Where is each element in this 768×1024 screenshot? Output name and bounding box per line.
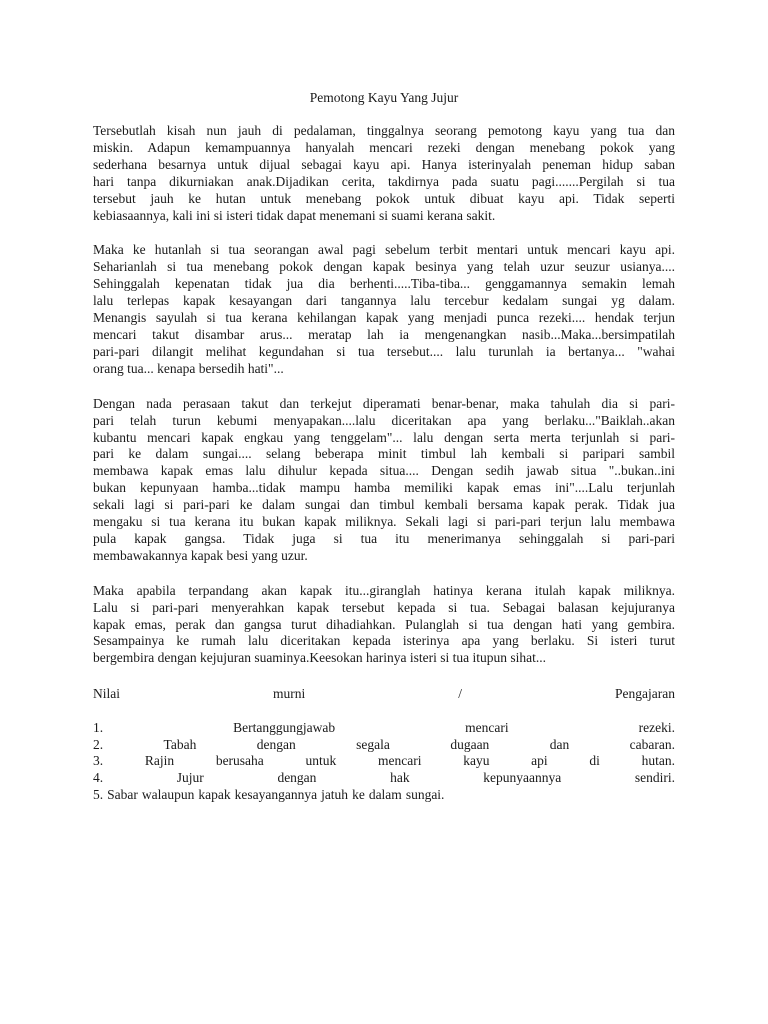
story-paragraph bbox=[93, 242, 675, 377]
paragraph-line: Menangis sayulah si tua kerana kehilangan kapak yang menjadi punca rezeki.... hendak terjun bbox=[93, 310, 675, 326]
moral-value-word: sungai. bbox=[405, 786, 445, 802]
moral-value-word: dan bbox=[549, 736, 570, 752]
moral-heading-word: murni bbox=[273, 686, 306, 702]
moral-value-word: api bbox=[531, 753, 548, 769]
paragraph-line: pari ke dalam sungai.... selang beberapa minit timbul lah kembali si paripari sambil bbox=[93, 446, 675, 462]
moral-value-word: 5. bbox=[93, 786, 104, 802]
moral-value-word: di bbox=[589, 753, 600, 769]
moral-value-item bbox=[93, 720, 675, 737]
story-paragraph bbox=[93, 583, 675, 668]
paragraph-line: orang tua... kenapa bersedih hati"... bbox=[93, 360, 284, 376]
moral-value-word: 4. bbox=[93, 770, 104, 786]
paragraph-line: Lalu si pari-pari menyerahkan kapak tersebut kepada si tua. Sebagai balasan kejujuranya bbox=[93, 599, 675, 615]
moral-value-word: sendiri. bbox=[634, 770, 675, 786]
paragraph-line: kubantu mencari kapak engkau yang tenggelam"... lalu dengan serta merta terjunlah si pari- bbox=[93, 429, 675, 445]
moral-value-word: Jujur bbox=[176, 770, 204, 786]
moral-value-word: untuk bbox=[305, 753, 337, 769]
paragraph-line: bukan kepunyaan hamba...tidak mampu hamba memiliki kapak emas ini"....Lalu terjunlah bbox=[93, 480, 675, 496]
moral-value-word: Rajin bbox=[144, 753, 175, 769]
paragraph-line: miskin. Adapun kemampuannya hanyalah mencari rezeki dengan menebang pokok yang bbox=[93, 139, 675, 155]
moral-value-word: jatuh bbox=[321, 786, 349, 802]
paragraph-line: Sesampainya ke rumah lalu diceritakan kepada isterinya apa yang berlaku. Si isteri turut bbox=[93, 633, 675, 649]
paragraph-line: membawa kapak emas lalu dihulur kepada situa.... Dengan sedih jawab situa "..bukan..ini bbox=[93, 463, 675, 479]
moral-value-word: kapak bbox=[198, 786, 231, 802]
moral-heading-word: Pengajaran bbox=[615, 686, 675, 702]
moral-value-word: hutan. bbox=[641, 753, 675, 769]
paragraph-line: sekali lagi si pari-pari ke dalam sungai dan timbul kembali bersama kapak perak. Tidak jua bbox=[93, 497, 675, 513]
moral-heading-word: Nilai bbox=[93, 686, 120, 702]
moral-value-word: berusaha bbox=[215, 753, 264, 769]
paragraph-line: mencari takut disambar arus... meratap lah ia mengenangkan nasib...Maka...bersimpatilah bbox=[93, 326, 675, 342]
moral-value-item bbox=[93, 770, 675, 787]
paragraph-line: pula kapak gangsa. Tidak juga si tua itu menerimanya sehinggalah si pari-pari bbox=[93, 530, 675, 546]
moral-value-word: ke bbox=[352, 786, 365, 802]
paragraph-line: bergembira dengan kejujuran suaminya.Keesokan harinya isteri si tua itupun sihat... bbox=[93, 650, 547, 666]
story-paragraph bbox=[93, 123, 675, 224]
moral-value-word: mencari bbox=[465, 720, 509, 736]
moral-value-word: dengan bbox=[277, 770, 317, 786]
paragraph-line: sederhana besarnya untuk dijual sebagai kayu api. Hanya isterinyalah peneman hidup saban bbox=[93, 156, 675, 172]
document-page bbox=[93, 89, 675, 803]
paragraph-line: lalu terlepas kapak kesayangan dari tangannya lalu tercebur kedalam sungai yg dalam. bbox=[93, 293, 675, 309]
moral-value-word: cabaran. bbox=[629, 736, 675, 752]
paragraph-line: kapak emas, perak dan gangsa turut dihadiahkan. Pulanglah si tua dengan hati yang gembira. bbox=[93, 616, 675, 632]
paragraph-line: Sehinggalah kepenatan tidak jua dia berhenti.....Tiba-tiba... genggamannya semakin lemah bbox=[93, 276, 675, 292]
moral-value-word: hak bbox=[390, 770, 410, 786]
moral-value-word: dengan bbox=[256, 736, 296, 752]
moral-value-word: 2. bbox=[93, 736, 104, 752]
moral-value-word: segala bbox=[356, 736, 390, 752]
paragraph-line: Maka ke hutanlah si tua seorangan awal pagi sebelum terbit mentari untuk mencari kayu api. bbox=[93, 242, 675, 258]
paragraph-line: Seharianlah si tua menebang pokok dengan kapak besinya yang telah uzur seuzur usianya.... bbox=[93, 259, 675, 275]
moral-value-word: kayu bbox=[463, 753, 490, 769]
moral-value-word: mencari bbox=[378, 753, 422, 769]
paragraph-line: membawakannya kapak besi yang uzur. bbox=[93, 547, 308, 563]
story-paragraph bbox=[93, 396, 675, 565]
paragraph-line: tersebut jauh ke hutan untuk menebang pokok untuk dibuat kayu api. Tidak seperti bbox=[93, 190, 675, 206]
moral-value-word: walaupun bbox=[141, 786, 195, 802]
moral-value-word: kepunyaannya bbox=[483, 770, 562, 786]
moral-value-word: Tabah bbox=[163, 736, 197, 752]
moral-value-item bbox=[93, 787, 675, 804]
moral-value-word: 1. bbox=[93, 720, 104, 736]
moral-value-word: kesayangannya bbox=[234, 786, 318, 802]
moral-value-item bbox=[93, 753, 675, 770]
paragraph-line: mengaku si tua kerana itu bukan kapak miliknya. Sekali lagi si pari-pari terjun lalu membawa bbox=[93, 514, 675, 530]
moral-value-word: 3. bbox=[93, 753, 104, 769]
moral-value-word: dugaan bbox=[450, 736, 490, 752]
moral-values-heading bbox=[93, 685, 675, 702]
paragraph-line: kebiasaannya, kali ini si isteri tidak dapat menemani si suami kerana sakit. bbox=[93, 207, 496, 223]
moral-values-list bbox=[93, 720, 675, 803]
paragraph-line: Tersebutlah kisah nun jauh di pedalaman, tinggalnya seorang pemotong kayu yang tua dan bbox=[93, 123, 675, 138]
paragraph-line: pari telah turun kebumi menyapakan....lalu diceritakan apa yang berlaku..."Baiklah..akan bbox=[93, 412, 675, 428]
moral-value-word: Bertanggungjawab bbox=[233, 720, 336, 736]
moral-value-word: Sabar bbox=[107, 786, 138, 802]
paragraph-line: pari-pari dilangit melihat kegundahan si tua tersebut.... lalu turunlah ia bertanya... "wahai bbox=[93, 343, 675, 359]
moral-value-item bbox=[93, 737, 675, 754]
moral-heading-word: / bbox=[458, 686, 463, 702]
moral-value-word: dalam bbox=[368, 786, 402, 802]
moral-value-word: rezeki. bbox=[638, 720, 675, 736]
paragraph-line: Maka apabila terpandang akan kapak itu...giranglah hatinya kerana itulah kapak miliknya. bbox=[93, 582, 675, 598]
story-title: Pemotong Kayu Yang Jujur bbox=[309, 90, 459, 105]
paragraph-line: hari tanpa dikurniakan anak.Dijadikan cerita, takdirnya pada suatu pagi.......Pergilah si tua bbox=[93, 173, 675, 189]
paragraph-line: Dengan nada perasaan takut dan terkejut diperamati benar-benar, maka tahulah dia si pari- bbox=[93, 395, 675, 411]
story-body bbox=[93, 123, 675, 667]
